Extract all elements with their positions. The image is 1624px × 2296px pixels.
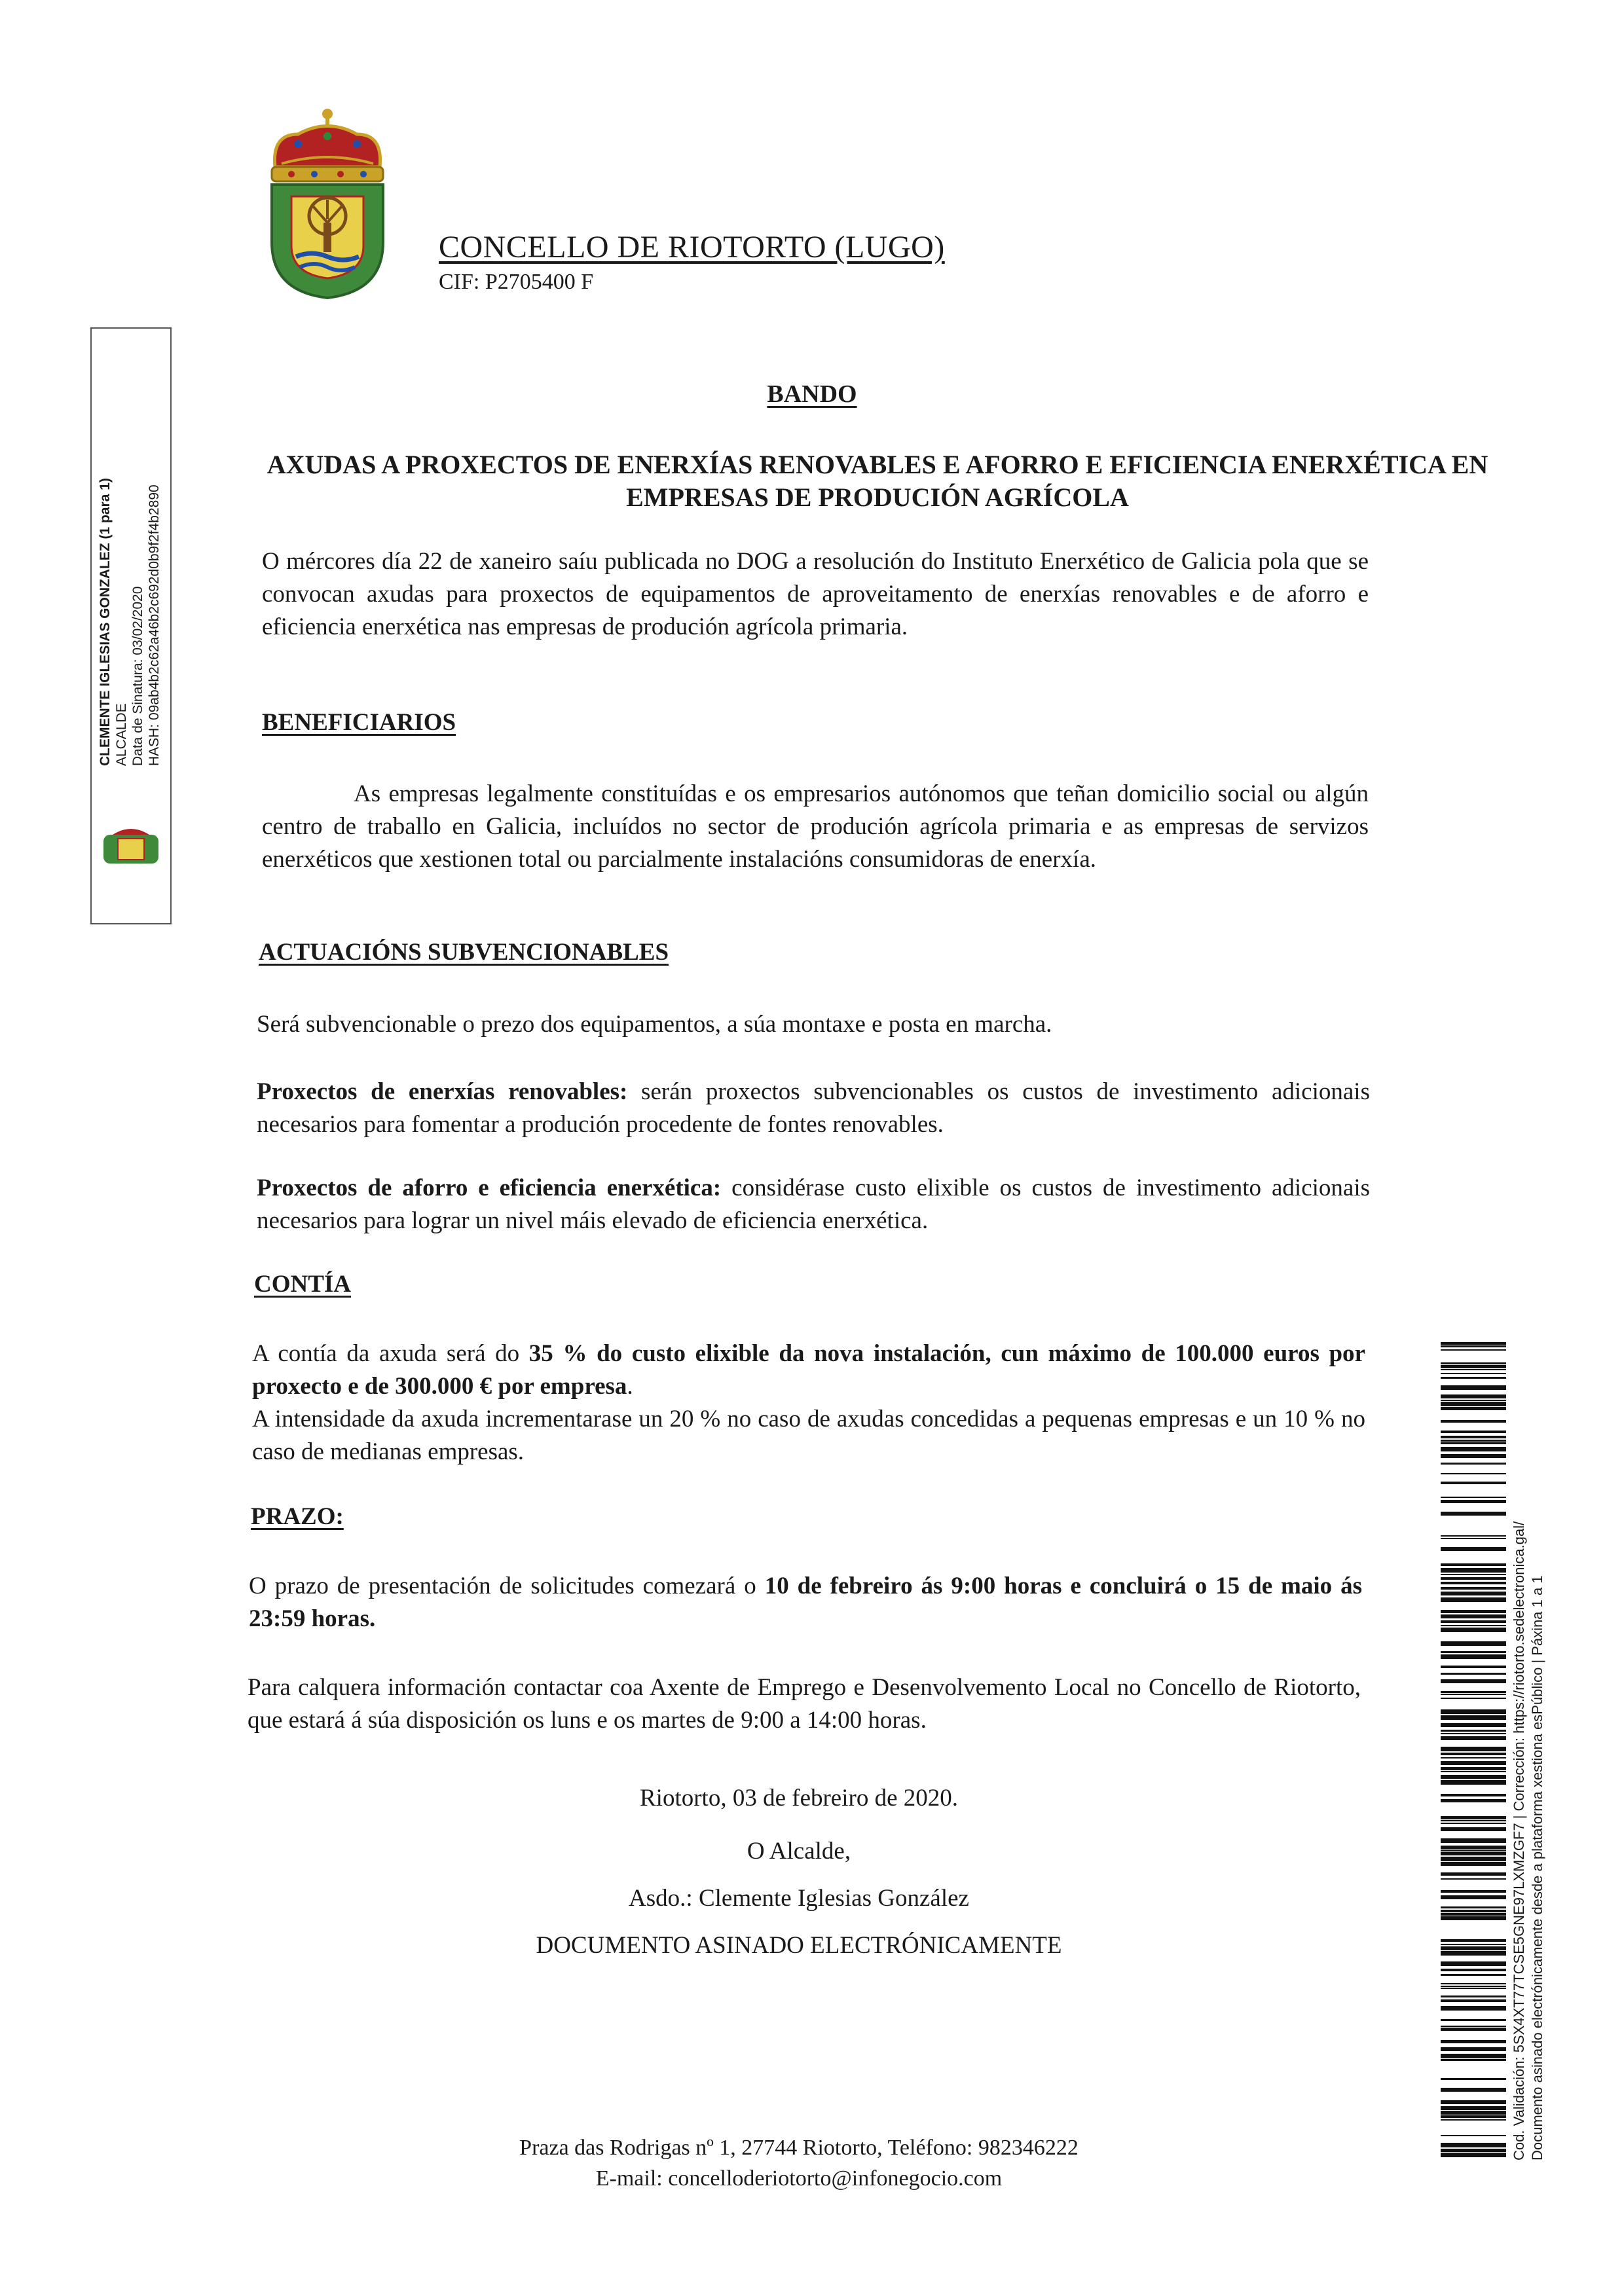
actuacions-heading: ACTUACIÓNS SUBVENCIONABLES [259, 939, 669, 966]
place-date: Riotorto, 03 de febreiro de 2020. [639, 1785, 959, 1812]
contia-pre: A contía da axuda será do [252, 1340, 529, 1367]
subject-heading: AXUDAS A PROXECTOS DE ENERXÍAS RENOVABLES E AFORRO E EFICIENCIA ENERXÉTICA EN EMPRESAS DE PRODUCIÓN AGRÍCOLA [267, 450, 1488, 512]
intro-paragraph: O mércores día 22 de xaneiro saíu publicada no DOG a resolución do Instituto Enerxético de Galicia pola que se convocan axudas para proxectos de equipamentos de aproveitamento de enerxías renovables e de aforro e eficiencia enerxética nas empresas de produción agrícola primaria. [262, 548, 1369, 640]
bando-heading: BANDO [767, 380, 857, 408]
validation-barcode [1441, 1342, 1506, 2160]
footer-address: Praza das Rodrigas nº 1, 27744 Riotorto, Teléfono: 982346222 [519, 2136, 1079, 2160]
beneficiarios-heading: BENEFICIARIOS [262, 709, 456, 736]
signature-stamp-text [97, 177, 178, 766]
prazo-bold: 10 de febreiro ás 9:00 horas e concluirá o 15 de maio ás 23:59 horas. [249, 1573, 1362, 1632]
prazo-heading: PRAZO: [251, 1503, 344, 1530]
actuacions-paragraph: Será subvencionable o prezo dos equipamentos, a súa montaxe e posta en marcha. [257, 1011, 1052, 1038]
aforro-text: considérase custo elixible os custos de investimento adicionais necesarios para lograr un nivel máis elevado de eficiencia enerxética. [257, 1175, 1370, 1234]
salutation: O Alcalde, [747, 1838, 851, 1865]
intensidade-paragraph: A intensidade da axuda incrementarase un 20 % no caso de axudas concedidas a pequenas empresas e un 10 % no caso de medianas empresas. [252, 1406, 1365, 1465]
validation-platform: Documento asinado electrónicamente desde a plataforma xestiona esPúblico | Páxina 1 a 1 [1529, 1575, 1545, 2160]
renovables-text: serán proxectos subvencionables os custos de investimento adicionais necesarios para fomentar a produción procedente de fontes renovables. [257, 1078, 1370, 1138]
signature-date: Data de Sinatura: 03/02/2020 [130, 586, 145, 766]
renovables-label: Proxectos de enerxías renovables: [257, 1078, 628, 1105]
signer-role: ALCALDE [114, 703, 129, 766]
validation-code: Cod. Validación: 5SX4XT77TCSE5GNE97LXMZGF7 | Corrección: https://riotorto.sedelectronica.gal/ [1511, 1521, 1527, 2160]
renovables-paragraph [257, 1076, 1370, 1141]
electronic-signature-note: DOCUMENTO ASINADO ELECTRÓNICAMENTE [536, 1932, 1062, 1959]
prazo-paragraph [249, 1570, 1362, 1635]
coat-of-arms-logo [262, 105, 393, 301]
contia-paragraph [252, 1338, 1365, 1403]
signer-name: CLEMENTE IGLESIAS GONZALEZ (1 para 1) [98, 478, 113, 766]
contia-post: . [627, 1373, 633, 1400]
aforro-label: Proxectos de aforro e eficiencia enerxética: [257, 1175, 722, 1201]
beneficiarios-paragraph: As empresas legalmente constituídas e os empresarios autónomos que teñan domicilio social ou algún centro de traballo en Galicia, incluídos no sector de produción agrícola primaria e as empresas de servizos enerxéticos que xestionen total ou parcialmente instalacións consumidoras de enerxía. [262, 780, 1369, 873]
footer-email: E-mail: concelloderiotorto@infonegocio.com [595, 2166, 1003, 2191]
signed-by: Asdo.: Clemente Iglesias González [629, 1885, 969, 1912]
contia-heading: CONTÍA [254, 1271, 352, 1298]
prazo-pre: O prazo de presentación de solicitudes comezará o [249, 1573, 765, 1599]
small-coat-of-arms-icon [98, 822, 164, 867]
info-paragraph: Para calquera información contactar coa Axente de Emprego e Desenvolvemento Local no Concello de Riotorto, que estará á súa disposición os luns e os martes de 9:00 a 14:00 horas. [248, 1674, 1361, 1734]
cif-number: CIF: P2705400 F [439, 270, 594, 294]
validation-text [1510, 1336, 1547, 2160]
page-title: CONCELLO DE RIOTORTO (LUGO) [439, 230, 945, 264]
signature-hash: HASH: 09ab4b2c62a46b2c692d0b9f2f4b2890 [147, 484, 162, 766]
contia-bold: 35 % do custo elixible da nova instalación, cun máximo de 100.000 euros por proxecto e de 300.000 € por empresa [252, 1340, 1365, 1400]
aforro-paragraph [257, 1172, 1370, 1237]
